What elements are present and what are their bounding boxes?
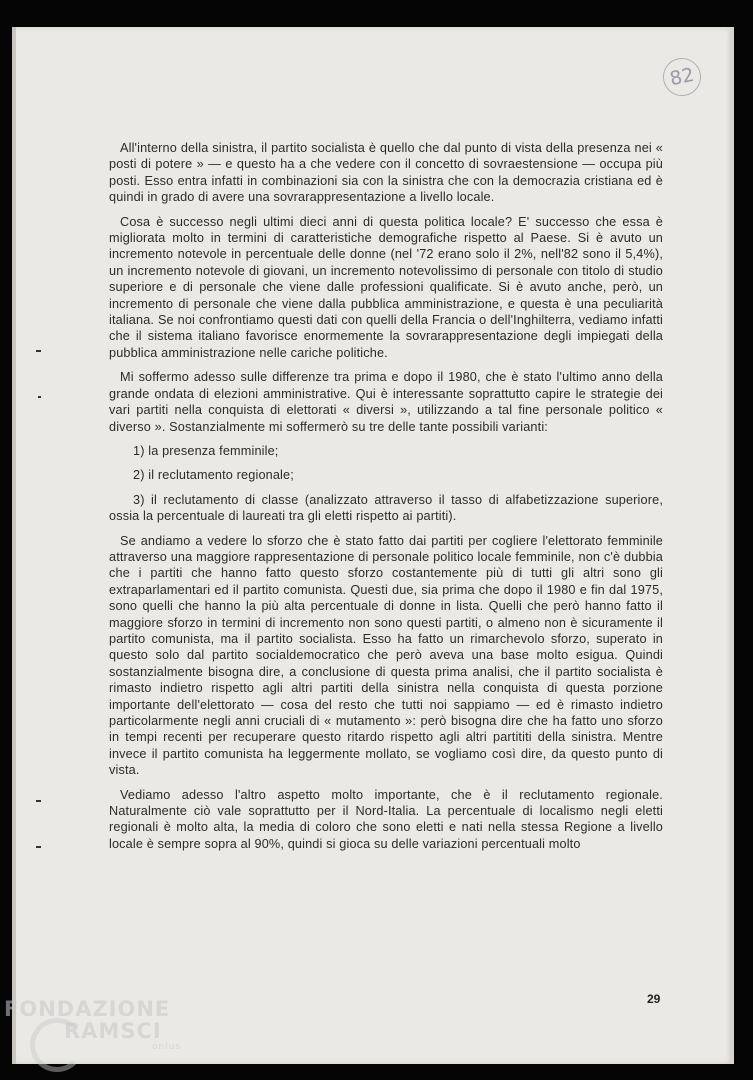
- paragraph: Vediamo adesso l'altro aspetto molto importante, che è il reclutamento regionale. Naturalmente ciò vale soprattutto per il Nord-Italia. La percentuale di localismo negli eletti regionali è molto alta, la media di coloro che sono eletti e nati nella stessa Regione a livello locale è sempre sopra al 90%, quindi si gioca su delle variazioni percentuali molto: [109, 787, 663, 851]
- margin-mark: [36, 350, 41, 352]
- paragraph: Mi soffermo adesso sulle differenze tra prima e dopo il 1980, che è stato l'ultimo anno della grande ondata di elezioni amministrative. Qui è interessante soprattutto capire le strategie dei vari partiti nella conquista di elettorati « diversi », utilizzando a tal fine personale politico « diverso ». Sostanzialmente mi soffermerò su tre delle tante possibili varianti:: [109, 370, 663, 434]
- margin-mark: [38, 396, 41, 398]
- watermark-line1: FONDAZIONE: [4, 997, 171, 1021]
- margin-mark: [36, 846, 41, 848]
- page-edge-shadow: [730, 27, 734, 1064]
- paragraph: Cosa è successo negli ultimi dieci anni di questa politica locale? E' successo che essa è migliorata molto in termini di caratteristiche demografiche rispetto al Paese. Si è avuto un incremento notevole in percentuale delle donne (nel '72 erano solo il 2%, nell'82 sono il 5,4%), un incremento notevole di giovani, un incremento notevolissimo di personale con titolo di studio superiore e di personale che viene dalle professioni qualificate. Si è avuto anche, però, un incremento di personale che viene dalla pubblica amministrazione, e questa è una peculiarità italiana. Se noi confrontiamo questi dati con quelli della Francia o dell'Inghilterra, vediamo infatti che il sistema italiano favorisce enormemente la sovrarappresentazione degli impiegati della pubblica amministrazione nelle cariche politiche.: [109, 214, 663, 360]
- paragraph: All'interno della sinistra, il partito socialista è quello che dal punto di vista della presenza nei « posti di potere » — e questo ha a che vedere con il concetto di sovraestensione — occupa più posti. Esso entra infatti in combinazioni sia con la sinistra che con la democrazia cristiana ed è quindi in grado di avere una sovrarappresentazione a livello locale.: [109, 141, 663, 205]
- page-number: 29: [647, 992, 661, 1006]
- archive-handwritten-number: 82: [659, 54, 704, 99]
- watermark-onlus: onlus: [152, 1042, 182, 1052]
- list-item: 2) il reclutamento regionale;: [133, 468, 294, 483]
- watermark-line2: RAMSCI: [64, 1019, 162, 1043]
- list-item: 1) la presenza femminile;: [133, 443, 279, 458]
- watermark: [4, 998, 181, 1052]
- page-binding-edge: [12, 27, 16, 1064]
- body-text: [109, 140, 663, 860]
- paragraph: Se andiamo a vedere lo sforzo che è stato fatto dai partiti per cogliere l'elettorato femminile attraverso una maggiore rappresentazione di personale politico locale femminile, non c'è dubbia che i partiti che hanno fatto questo sforzo costantemente più di tutti gli altri sono gli extraparlamentari ed il partito comunista. Questi due, sia prima che dopo il 1980 e fin dal 1975, sono quelli che hanno la più alta percentuale di donne in lista. Quelli che però hanno fatto il maggiore sforzo in termini di incremento non sono questi partiti, o almeno non è sicuramente il partito comunista, ma il partito socialista. Esso ha fatto un rimarchevolo sforzo, superato in questo solo dal partito socialdemocratico che però aveva una base molto esigua. Quindi sostanzialmente bisogna dire, a conclusione di questa prima analisi, che il partito socialista è rimasto indietro rispetto agli altri partiti della sinistra nella conquista di questa porzione importante dell'elettorato — cosa del resto che tutti noi sappiamo — ed è rimasto indietro particolarmente negli anni cruciali di « mutamento »: però bisogna dire che ha fatto uno sforzo in tempi recenti per recuperare questo ritardo rispetto agli altri partititi della sinistra. Mentre invece il partito comunista ha leggermente mollato, se vogliamo così dire, da questo punto di vista.: [109, 533, 663, 778]
- list-item: 3) il reclutamento di classe (analizzato attraverso il tasso di alfabetizzazione superiore, ossia la percentuale di laureati tra gli eletti rispetto ai partiti).: [109, 492, 663, 524]
- margin-mark: [36, 800, 41, 802]
